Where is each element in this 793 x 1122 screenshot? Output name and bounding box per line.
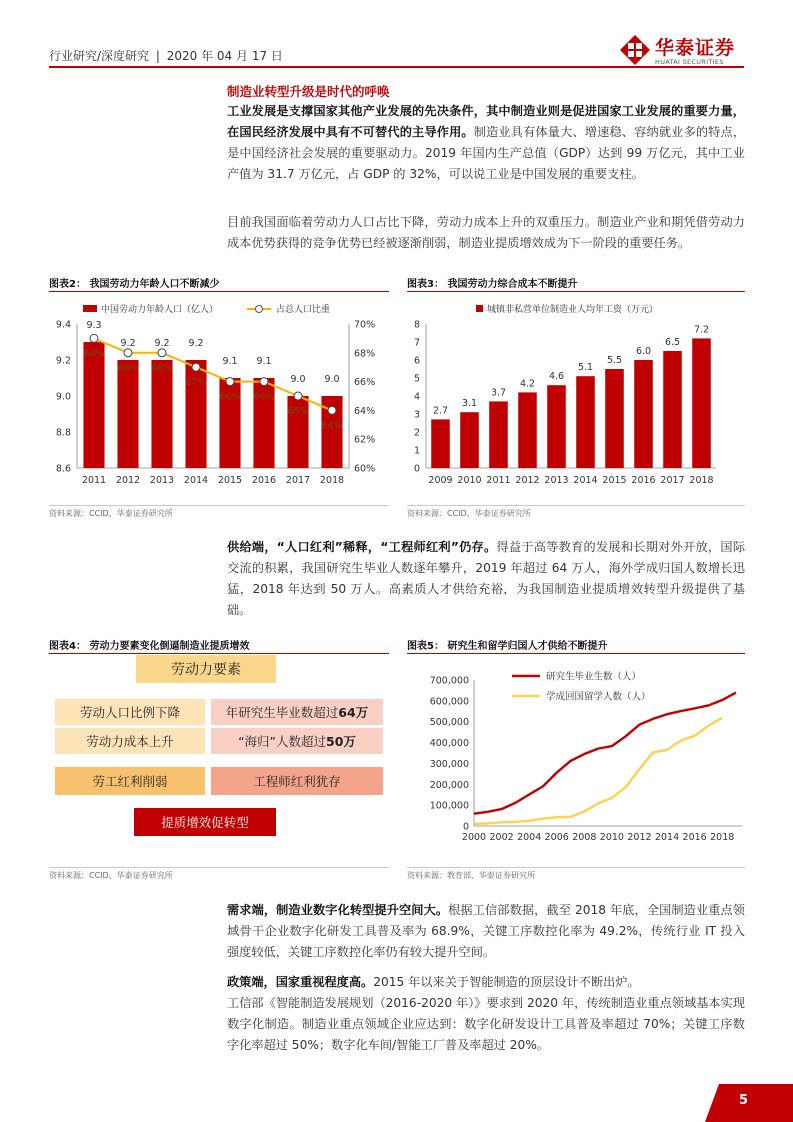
logo-subtitle: HUATAI SECURITIES (655, 58, 724, 66)
fig2-line-point (158, 349, 166, 357)
fig5-y-tick: 0 (462, 821, 469, 833)
fig2-line-label: 68% (151, 362, 173, 374)
fig5-legend: 学成回国留学人数（人） (546, 691, 651, 703)
fig3-bar-label: 4.2 (519, 378, 536, 390)
fig2-bar-label: 9.3 (86, 320, 102, 331)
fig3-bar (431, 419, 450, 468)
fig4-label: 图表4： (49, 641, 86, 652)
fig3-y-tick: 8 (413, 319, 420, 331)
diagram-returnees-box (211, 728, 383, 754)
fig3-chart (404, 294, 746, 494)
fig3-x-tick: 2012 (515, 475, 540, 486)
fig2-y-tick: 9.4 (55, 319, 71, 331)
page-number: 5 (739, 1093, 749, 1108)
fig2-line-point (124, 349, 132, 357)
fig5-y-tick: 600,000 (429, 696, 469, 708)
fig5-y-tick: 400,000 (429, 738, 469, 750)
fig5-title-text: 研究生和留学归国人才供给不断提升 (447, 641, 608, 652)
fig3-bar-label: 4.6 (548, 371, 565, 383)
fig5-y-tick: 700,000 (429, 675, 469, 687)
paragraph-supply-lead: 供给端，“人口红利”稀释，“工程师红利”仍存。 (227, 540, 497, 554)
section-title: 制造业转型升级是时代的呼唤 (227, 84, 390, 99)
fig2-y-tick: 9.0 (55, 391, 71, 403)
fig3-bar-label: 5.5 (606, 355, 623, 366)
report-date: 2020 年 04 月 17 日 (166, 49, 283, 63)
diagram-population-box: 劳动人口比例下降 (55, 699, 205, 725)
fig2-bar-label: 9.2 (120, 338, 136, 349)
fig3-x-tick: 2010 (457, 475, 482, 486)
fig5-x-tick: 2012 (627, 832, 652, 843)
fig3-y-tick: 2 (413, 427, 420, 439)
logo-name: 华泰证券 (655, 37, 736, 59)
fig2-title-text: 我国劳动力年龄人口不断减少 (89, 279, 220, 290)
diagram-upgrade-box: 提质增效促转型 (134, 808, 276, 836)
fig5-source: 资料来源：教育部、华泰证券研究所 (407, 871, 535, 880)
fig5-x-tick: 2000 (461, 832, 487, 843)
fig3-title-text: 我国劳动力综合成本不断提升 (447, 279, 578, 290)
fig5-x-tick: 2014 (654, 832, 680, 843)
fig2-y-tick-right: 70% (354, 319, 376, 331)
diagram-header-box: 劳动力要素 (136, 655, 276, 683)
fig2-label: 图表2： (49, 279, 86, 290)
fig2-y-tick: 8.8 (55, 427, 71, 439)
diagram-engineer-dividend-box: 工程师红利犹存 (211, 767, 383, 795)
fig2-x-tick: 2012 (115, 475, 141, 486)
fig2-source-rule (49, 505, 389, 506)
fig5-x-tick: 2008 (572, 832, 597, 843)
fig3-rule (407, 291, 745, 292)
paragraph-pressure (227, 212, 745, 254)
fig3-bar-label: 5.1 (577, 362, 594, 374)
fig2-bar (185, 360, 206, 468)
fig5-x-tick: 2006 (544, 832, 569, 843)
fig3-bar-label: 2.7 (432, 405, 449, 417)
fig2-rule (49, 291, 389, 292)
fig3-bar (605, 369, 624, 468)
fig2-bar-label: 9.1 (256, 356, 272, 367)
fig5-source-rule (407, 867, 745, 868)
fig3-source-rule (407, 505, 745, 506)
paragraph-supply (227, 537, 745, 621)
fig2-bar-label: 9.1 (222, 356, 238, 367)
fig4-source: 资料来源：CCID、华泰证券研究所 (49, 871, 173, 880)
fig5-legend: 研究生毕业生数（人） (546, 671, 642, 683)
fig3-x-tick: 2013 (544, 475, 569, 486)
fig2-x-tick: 2016 (251, 475, 277, 486)
fig2-y-tick-right: 68% (354, 348, 376, 360)
fig3-bar (576, 376, 595, 468)
page-tab-shape-icon (705, 1084, 793, 1122)
fig3-y-tick: 0 (413, 463, 420, 475)
fig3-x-tick: 2017 (660, 475, 685, 486)
paragraph-policy-lead: 政策端，国家重视程度高。 (227, 975, 374, 989)
fig2-source: 资料来源：CCID、华泰证券研究所 (49, 509, 173, 518)
fig3-bar-label: 6.5 (664, 337, 681, 348)
fig2-x-tick: 2013 (149, 475, 175, 486)
fig3-legend-swatch (476, 305, 483, 312)
fig3-x-tick: 2016 (631, 475, 656, 486)
fig5-title (407, 637, 607, 652)
fig5-x-tick: 2004 (517, 832, 542, 843)
fig3-x-tick: 2015 (602, 475, 627, 486)
fig2-bar (83, 342, 104, 468)
fig5-x-tick: 2016 (682, 832, 707, 843)
fig3-x-tick: 2011 (486, 475, 511, 486)
fig2-line-label: 66% (219, 391, 241, 403)
fig2-x-tick: 2014 (183, 475, 209, 486)
report-meta (49, 47, 283, 64)
report-category: 行业研究/深度研究 (49, 49, 150, 63)
fig3-y-tick: 5 (413, 373, 420, 385)
fig2-y-tick-right: 64% (354, 405, 376, 417)
meta-separator: | (155, 49, 160, 63)
fig3-y-tick: 3 (413, 409, 420, 421)
paragraph-industry (227, 101, 745, 185)
fig3-bar (460, 412, 479, 468)
fig3-title (407, 275, 577, 290)
fig4-rule (49, 653, 389, 654)
fig2-y-tick: 8.6 (55, 463, 71, 475)
fig2-line-point (192, 363, 200, 371)
diagram-graduates-text: 年研究生毕业数超过 (225, 705, 339, 720)
fig5-x-tick: 2002 (489, 832, 514, 843)
fig3-source: 资料来源：CCID、华泰证券研究所 (407, 509, 531, 518)
fig5-chart (404, 656, 746, 856)
fig3-y-tick: 4 (413, 391, 420, 403)
fig5-line-series-2 (474, 718, 722, 824)
logo-mark-icon (619, 34, 651, 66)
fig2-x-tick: 2015 (217, 475, 243, 486)
fig3-bar-label: 7.2 (693, 324, 710, 336)
fig3-bar (692, 338, 711, 468)
diagram-graduates-num: 64万 (338, 705, 369, 720)
fig3-x-tick: 2018 (689, 475, 714, 486)
diagram-labor-dividend-box: 劳工红利削弱 (55, 767, 205, 795)
fig2-bar-label: 9.2 (154, 338, 170, 349)
fig2-legend-line: 占总人口比重 (276, 305, 331, 315)
fig2-line-label: 64% (321, 420, 343, 432)
fig3-y-tick: 1 (413, 445, 420, 457)
fig5-x-tick: 2018 (710, 832, 735, 843)
fig3-legend: 城镇非私营单位制造业人均年工资（万元） (487, 305, 659, 315)
fig2-y-tick: 9.2 (55, 355, 71, 367)
fig2-legend-bar: 中国劳动力年龄人口（亿人） (101, 305, 219, 315)
fig2-x-tick: 2017 (285, 475, 311, 486)
fig4-source-rule (49, 867, 389, 868)
paragraph-demand-lead: 需求端，制造业数字化转型提升空间大。 (227, 903, 449, 917)
fig5-line-series-1 (474, 693, 736, 814)
paragraph-demand-body: 根据工信部数据，截至 2018 年底，全国制造业重点领域骨干企业数字化研发工具普及率为 68.9%，关键工序数控化率为 49.2%，传统行业 IT 投入强度较低，关键工序数控化率仍有较大提升空间。 (227, 903, 745, 959)
paragraph-policy (227, 972, 745, 993)
fig2-bar-label: 9.2 (188, 338, 204, 349)
fig3-bar (634, 360, 653, 468)
fig5-rule (407, 653, 745, 654)
fig5-x-tick: 2010 (599, 832, 624, 843)
fig3-y-tick: 7 (413, 337, 420, 349)
fig2-bar-label: 9.0 (290, 374, 306, 385)
brand-logo (619, 33, 745, 67)
fig2-chart (49, 294, 391, 494)
fig2-line-point (294, 392, 302, 400)
diagram-graduates-box (211, 699, 383, 725)
paragraph-supply-body: 得益于高等教育的发展和长期对外开放，国际交流的积累，我国研究生毕业人数逐年攀升，2019 年超过 64 万人，海外学成归国人数增长迅猛，2018 年达到 50 万人。高素质人才供给充裕，为我国制造业提质增效转型升级提供了基础。 (227, 540, 746, 617)
fig4-title-text: 劳动力要素变化倒逼制造业提质增效 (89, 641, 250, 652)
fig3-x-tick: 2014 (573, 475, 598, 486)
fig2-y-tick-right: 62% (354, 434, 376, 446)
fig3-bar (518, 392, 537, 468)
fig3-bar-label: 3.7 (490, 387, 507, 399)
fig2-x-tick: 2018 (319, 475, 345, 486)
fig3-bar-label: 6.0 (635, 346, 652, 357)
paragraph-industry-lead: 工业发展是支撑国家其他产业发展的先决条件，其中制造业则是促进国家工业发展的重要力量，在国民经济发展中具有不可替代的主导作用。 (227, 104, 745, 139)
diagram-cost-box: 劳动力成本上升 (55, 728, 205, 754)
fig5-label: 图表5： (407, 641, 444, 652)
fig2-line-label: 68% (117, 362, 139, 374)
fig2-line-point (90, 334, 98, 342)
fig2-legend-bar-swatch (83, 305, 97, 312)
fig3-bar (489, 401, 508, 468)
fig2-bar (117, 360, 138, 468)
fig3-bar (547, 385, 566, 468)
fig5-y-tick: 500,000 (429, 717, 469, 729)
fig3-bar (663, 351, 682, 468)
paragraph-plan (227, 993, 745, 1056)
paragraph-policy-body: 2015 年以来关于智能制造的顶层设计不断出炉。 (373, 975, 640, 989)
fig2-bar (151, 360, 172, 468)
fig2-bar-label: 9.0 (324, 374, 340, 385)
diagram-returnees-num: 50万 (326, 734, 356, 749)
paragraph-plan-body: 工信部《智能制造发展规划（2016-2020 年）》要求到 2020 年，传统制造业重点领域基本实现数字化制造。制造业重点领域企业应达到：数字化研发设计工具普及率超过 70%；关键工序数字化率超过 50%；数字化车间/智能工厂普及率超过 20%。 (227, 996, 745, 1052)
fig2-x-tick: 2011 (81, 475, 107, 486)
fig2-y-tick-right: 66% (354, 377, 376, 389)
fig3-label: 图表3： (407, 279, 444, 290)
fig2-line-label: 66% (253, 391, 275, 403)
fig2-legend-line-marker (256, 306, 263, 313)
fig2-title (49, 275, 219, 290)
fig4-title (49, 637, 249, 652)
fig2-line-point (260, 378, 268, 386)
fig2-line-label: 65% (287, 406, 309, 417)
fig2-line-point (226, 378, 234, 386)
diagram-returnees-text: “海归”人数超过 (238, 734, 327, 749)
fig5-y-tick: 200,000 (429, 779, 469, 791)
page-number-tab (705, 1084, 793, 1122)
fig2-line-label: 69% (83, 348, 105, 360)
fig5-y-tick: 100,000 (429, 800, 469, 812)
fig3-x-tick: 2009 (428, 475, 453, 486)
fig2-line-label: 67% (185, 377, 207, 389)
paragraph-pressure-body: 目前我国面临着劳动力人口占比下降，劳动力成本上升的双重压力。制造业产业和期凭借劳动力成本优势获得的竞争优势已经被逐渐削弱，制造业提质增效成为下一阶段的重要任务。 (227, 215, 745, 250)
fig2-line-point (328, 406, 336, 414)
fig2-y-tick-right: 60% (354, 463, 376, 475)
paragraph-industry-body: 制造业具有体量大、增速稳、容纳就业多的特点，是中国经济社会发展的重要驱动力。2019 年国内生产总值（GDP）达到 99 万亿元，其中工业产值为 31.7 万亿元，占 GDP 的 32%，可以说工业是中国发展的重要支柱。 (227, 125, 746, 181)
paragraph-demand (227, 900, 745, 963)
fig3-y-tick: 6 (413, 355, 420, 367)
fig3-bar-label: 3.1 (461, 398, 478, 410)
fig5-y-tick: 300,000 (429, 758, 469, 770)
